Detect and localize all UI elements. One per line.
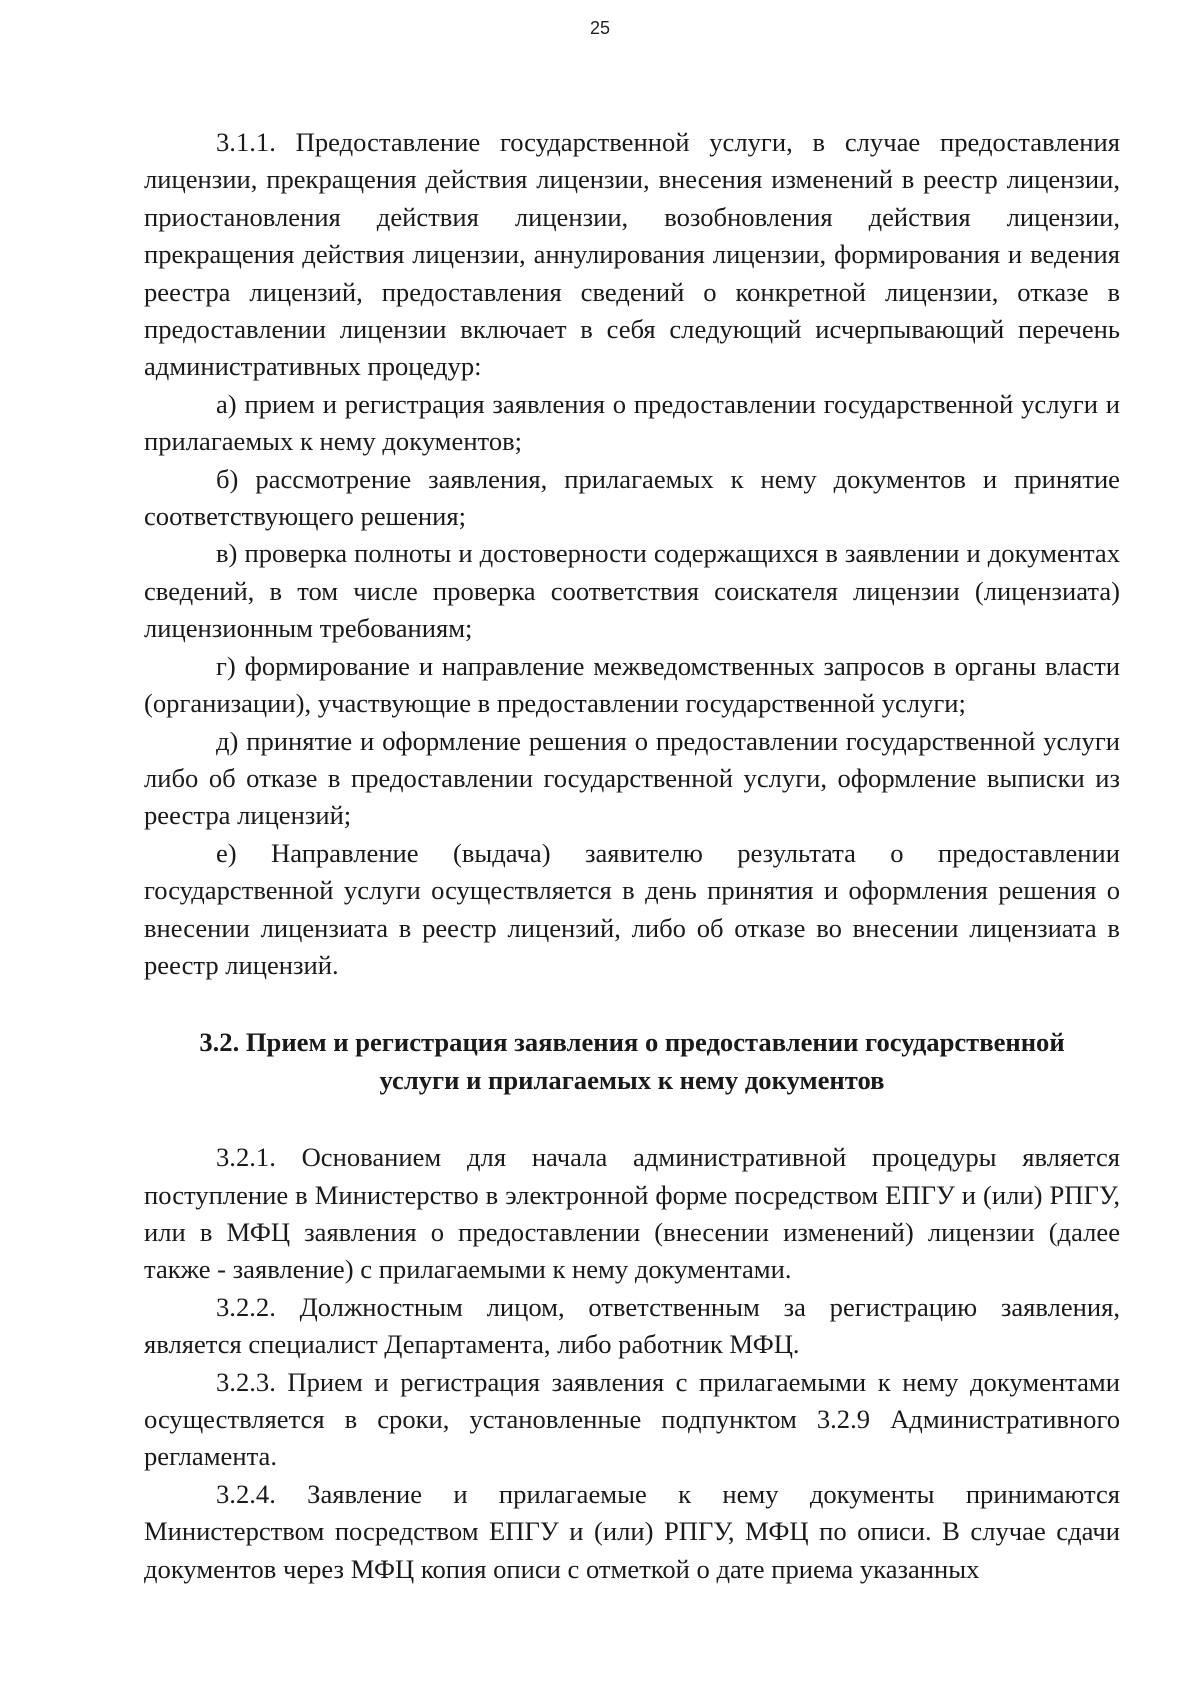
list-item-b: б) рассмотрение заявления, прилагаемых к нему документов и принятие соответствующего решения; (144, 463, 1120, 532)
page-content (144, 124, 1120, 1588)
paragraph-3-1-1: 3.1.1. Предоставление государственной услуги, в случае предоставления лицензии, прекращения действия лицензии, внесения изменений в реестр лицензии, приостановления действия лицензии, возобновления действия лицензии, прекращения действия лицензии, аннулирования лицензии, формирования и ведения реестра лицензий, предоставления сведений о конкретной лицензии, отказе в предоставлении лицензии включает в себя следующий исчерпывающий перечень административных процедур: (144, 127, 1120, 382)
list-item-e: е) Направление (выдача) заявителю результата о предоставлении государственной услуги осуществляется в день принятия и оформления решения о внесении лицензиата в реестр лицензий, либо об отказе во внесении лицензиата в реестр лицензий. (144, 837, 1120, 980)
paragraph-3-2-4: 3.2.4. Заявление и прилагаемые к нему документы принимаются Министерством посредством ЕПГУ и (или) РПГУ, МФЦ по описи. В случае сдачи документов через МФЦ копия описи с отметкой о дате приема указанных (144, 1478, 1120, 1584)
list-item-g: г) формирование и направление межведомственных запросов в органы власти (организации), участвующие в предоставлении государственной услуги; (144, 650, 1120, 719)
list-item-v: в) проверка полноты и достоверности содержащихся в заявлении и документах сведений, в том числе проверка соответствия соискателя лицензии (лицензиата) лицензионным требованиям; (144, 538, 1120, 644)
paragraph-3-2-2: 3.2.2. Должностным лицом, ответственным за регистрацию заявления, является специалист Департамента, либо работник МФЦ. (144, 1291, 1120, 1360)
section-heading-line-1: 3.2. Прием и регистрация заявления о предоставлении государственной (199, 1027, 1065, 1058)
section-heading-3-2 (144, 1024, 1120, 1099)
paragraph-3-2-3: 3.2.3. Прием и регистрация заявления с прилагаемыми к нему документами осуществляется в сроки, установленные подпунктом 3.2.9 Административного регламента. (144, 1366, 1120, 1472)
list-item-a: а) прием и регистрация заявления о предоставлении государственной услуги и прилагаемых к нему документов; (144, 388, 1120, 457)
paragraph-3-2-1: 3.2.1. Основанием для начала административной процедуры является поступление в Министерство в электронной форме посредством ЕПГУ и (или) РПГУ, или в МФЦ заявления о предоставлении (внесении изменений) лицензии (далее также - заявление) с прилагаемыми к нему документами. (144, 1142, 1120, 1285)
list-item-d: д) принятие и оформление решения о предоставлении государственной услуги либо об отказе в предоставлении государственной услуги, оформление выписки из реестра лицензий; (144, 725, 1120, 831)
section-heading-line-2: услуги и прилагаемых к нему документов (379, 1064, 885, 1095)
page-number: 25 (589, 18, 611, 38)
